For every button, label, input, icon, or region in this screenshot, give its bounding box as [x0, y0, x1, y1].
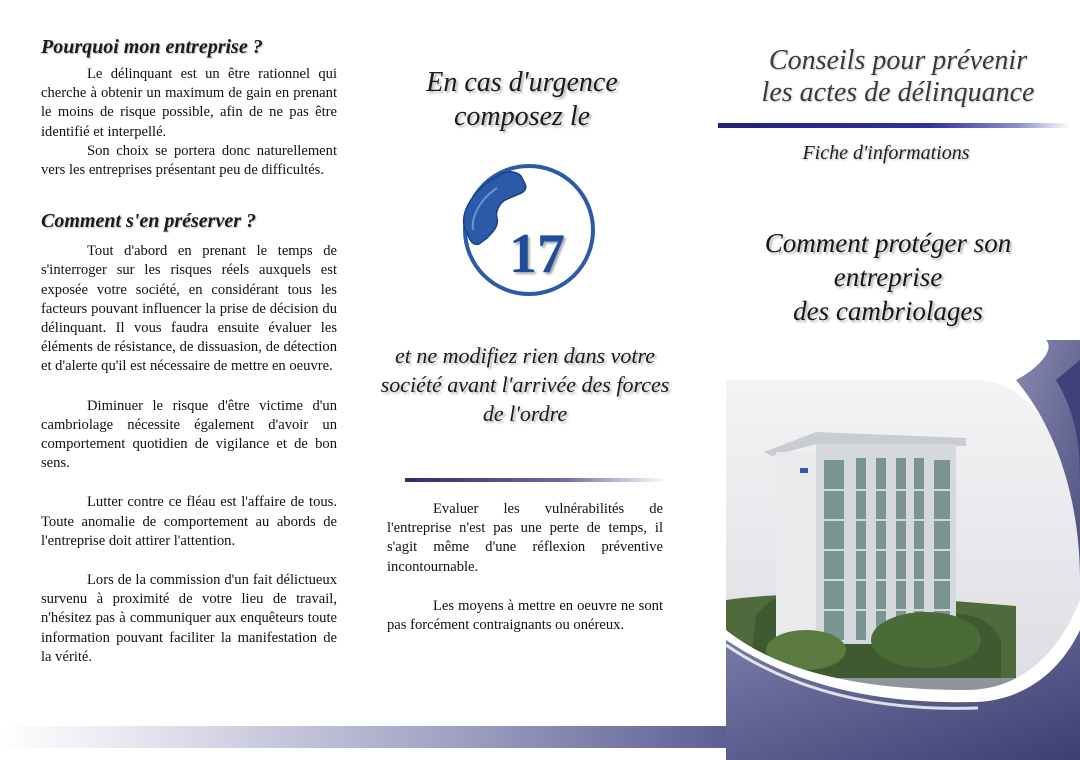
phone-icon [439, 160, 619, 300]
paragraph-everyone-concerned: Lutter contre ce fléau est l'affaire de tous. Toute anomalie de comportement au abords de l'entreprise doit attirer l'attention. [41, 494, 337, 549]
paragraph-means: Les moyens à mettre en oeuvre ne sont pas forcément contraignants ou onéreux. [387, 597, 663, 634]
cover-title-line2: les actes de délinquance [761, 77, 1035, 108]
cover-heading-line3: des cambriolages [793, 296, 983, 326]
cover-title-line1: Conseils pour prévenir [768, 45, 1028, 76]
heading-how-to-protect: Comment s'en préserver ? [41, 210, 256, 233]
emergency-title: En cas d'urgence composez le [426, 67, 618, 132]
cover-panel [716, 40, 1080, 760]
emergency-phone-badge [439, 160, 619, 300]
cover-heading-line1: Comment protéger son [764, 228, 1012, 258]
cover-main-heading [716, 226, 1060, 328]
paragraph-vulnerabilities: Evaluer les vulnérabilités de l'entreprise n'est pas une perte de temps, il s'agit même d'une réflexion préventive incontournable. [387, 501, 663, 575]
bottom-gradient-band [0, 726, 730, 748]
middle-panel [380, 66, 670, 634]
paragraph-inform-investigators: Lors de la commission d'un fait délictueux survenu à proximité de votre lieu de travail, n'hésitez pas à communiquer aux enquêteurs toute information pouvant faciliter la manifestation de la vérité. [41, 572, 337, 665]
building-photo [716, 340, 1080, 760]
heading-why-my-company: Pourquoi mon entreprise ? [41, 36, 263, 58]
paragraph-vigilance: Diminuer le risque d'être victime d'un cambriolage nécessite également d'avoir un comportement quotidien de vigilance et de bon sens. [41, 397, 337, 472]
cover-heading-line2: entreprise [833, 262, 943, 292]
do-not-modify-instruction: et ne modifiez rien dans votre société avant l'arrivée des forces de l'ordre [380, 343, 670, 426]
paragraph-rational-criminal: Le délinquant est un être rationnel qui cherche à obtenir un maximum de gain en prenant le moins de risque possible, afin de ne pas être identifié et interpellé. [41, 66, 337, 140]
cover-divider [718, 123, 1070, 128]
cover-title [716, 45, 1080, 109]
emergency-number: 17 [509, 223, 565, 285]
left-panel [41, 36, 337, 667]
paragraph-choice: Son choix se portera donc naturellement vers les entreprises présentant peu de difficultés. [41, 142, 337, 179]
divider-line [405, 478, 667, 482]
paragraph-assess-risks: Tout d'abord en prenant le temps de s'interroger sur les risques réels auxquels est exposée votre société, en considérant tous les facteurs pouvant influencer la prise de décision du délinquant. Il vous faudra ensuite évaluer les éléments de résistance, de dissuasion, de détection et d'alerte qu'il est nécessaire de mettre en oeuvre. [41, 243, 337, 375]
fiche-label: Fiche d'informations [802, 142, 970, 164]
